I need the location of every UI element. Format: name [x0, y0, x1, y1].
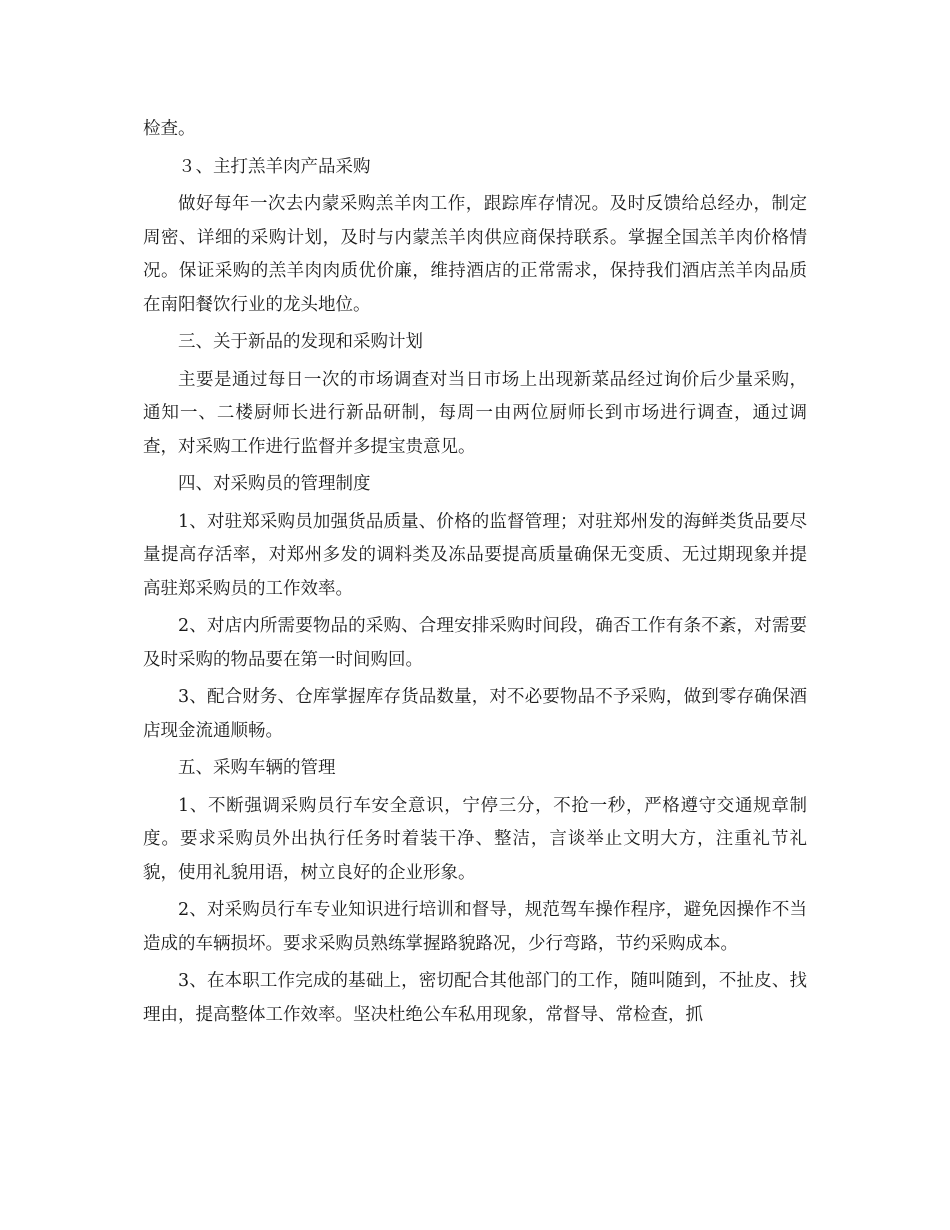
subheading-lamb-procurement: ３、主打羔羊肉产品采购	[178, 156, 371, 177]
section-heading-vehicle-management: 五、采购车辆的管理	[178, 758, 336, 778]
paragraph-buyer-rule-3: 3、配合财务、仓库掌握库存货品数量，对不必要物品不予采购，做到零存确保酒店现金流通顺畅。	[143, 687, 807, 741]
paragraph-vehicle-rule-3: 3、在本职工作完成的基础上，密切配合其他部门的工作，随叫随到，不扯皮、找理由，提高整体工作效率。坚决杜绝公车私用现象，常督导、常检查，抓	[143, 971, 807, 1025]
section-heading-new-products: 三、关于新品的发现和采购计划	[178, 332, 423, 352]
paragraph-vehicle-rule-2: 2、对采购员行车专业知识进行培训和督导，规范驾车操作程序，避免因操作不当造成的车辆损坏。要求采购员熟练掌握路貌路况，少行弯路，节约采购成本。	[143, 900, 807, 954]
paragraph-buyer-rule-2: 2、对店内所需要物品的采购、合理安排采购时间段，确否工作有条不紊，对需要及时采购的物品要在第一时间购回。	[143, 616, 807, 670]
section-heading-buyer-management: 四、对采购员的管理制度	[178, 474, 371, 494]
document-body	[143, 113, 807, 1036]
paragraph-vehicle-rule-1: 1、不断强调采购员行车安全意识，宁停三分，不抢一秒，严格遵守交通规章制度。要求采购员外出执行任务时着装干净、整洁，言谈举止文明大方，注重礼节礼貌，使用礼貌用语，树立良好的企业形象。	[143, 795, 807, 883]
paragraph-continuation: 检查。	[143, 119, 196, 139]
paragraph-buyer-rule-1: 1、对驻郑采购员加强货品质量、价格的监督管理；对驻郑州发的海鲜类货品要尽量提高存活率，对郑州多发的调料类及冻品要提高质量确保无变质、无过期现象并提高驻郑采购员的工作效率。	[143, 511, 807, 599]
paragraph-new-products: 主要是通过每日一次的市场调查对当日市场上出现新菜品经过询价后少量采购，通知一、二楼厨师长进行新品研制，每周一由两位厨师长到市场进行调查，通过调查，对采购工作进行监督并多提宝贵意见。	[143, 369, 807, 457]
paragraph-lamb-procurement: 做好每年一次去内蒙采购羔羊肉工作，跟踪库存情况。及时反馈给总经办，制定周密、详细的采购计划，及时与内蒙羔羊肉供应商保持联系。掌握全国羔羊肉价格情况。保证采购的羔羊肉肉质优价廉，维持酒店的正常需求，保持我们酒店羔羊肉品质在南阳餐饮行业的龙头地位。	[143, 194, 807, 315]
